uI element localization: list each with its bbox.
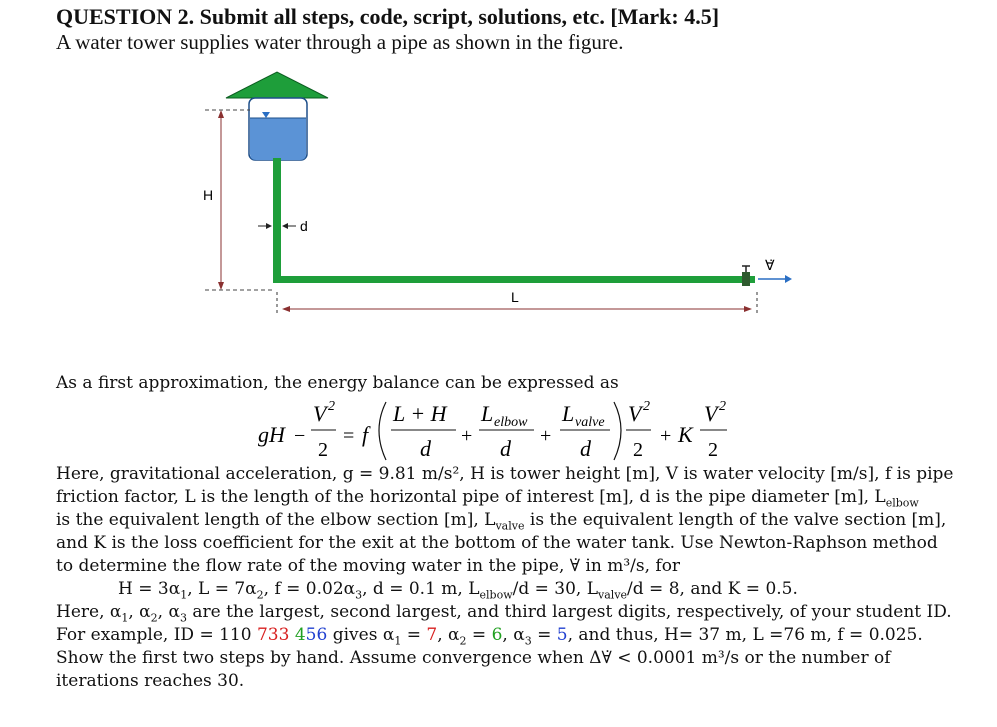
question-title: QUESTION 2. Submit all steps, code, script, solutions, etc. [Mark: 4.5]: [56, 4, 720, 29]
given-s1: 1: [180, 588, 188, 602]
eq-two3: 2: [708, 439, 718, 461]
ex-red-digits: 733: [256, 625, 290, 645]
here-part4: are the largest, second largest, and third largest digits, respectively, of your student ID.: [186, 602, 952, 622]
eq-K: K: [678, 422, 693, 447]
eq-sq1: 2: [328, 399, 335, 414]
here-s2: 2: [150, 611, 158, 625]
label-H: H: [203, 187, 214, 203]
question-intro: A water tower supplies water through a pipe as shown in the figure.: [56, 30, 624, 54]
eq-gH: gH: [258, 422, 285, 447]
label-L: L: [511, 289, 519, 305]
ex-part4: , α: [437, 625, 460, 645]
given-part3: , f = 0.02α: [263, 579, 356, 599]
eq-two1: 2: [318, 439, 328, 461]
eq-plus2: +: [540, 425, 552, 447]
label-flow: ∀̇: [765, 257, 775, 273]
here-s1: 1: [121, 611, 129, 625]
eq-sq2: 2: [643, 399, 650, 414]
given-part2: , L = 7α: [187, 579, 257, 599]
given-part6: /d = 8, and K = 0.5.: [627, 579, 798, 599]
ex-s3: 3: [524, 634, 532, 648]
body-line-1: Here, gravitational acceleration, g = 9.81 m/s², H is tower height [m], V is water velocity [m/s], f is pipe: [56, 464, 954, 484]
given-part4: , d = 0.1 m, L: [362, 579, 480, 599]
energy-balance-intro: As a first approximation, the energy balance can be expressed as: [56, 373, 619, 393]
ex-s2: 2: [459, 634, 467, 648]
here-part1: Here, α: [56, 602, 122, 622]
last-line-2: iterations reaches 30.: [56, 671, 245, 691]
ex-part8: , and thus, H= 37 m, L =76 m, f = 0.025.: [567, 625, 923, 645]
eq-V-num3: V: [704, 401, 718, 426]
body-line-3: [56, 510, 946, 532]
body-line-4: and K is the loss coefficient for the exit at the bottom of the water tank. Use Newton-Raphson method: [56, 533, 938, 553]
ex-v3: 5: [556, 625, 568, 645]
given-elbow: elbow: [479, 588, 513, 602]
here-part3: , α: [157, 602, 180, 622]
given-part1: H = 3α: [118, 579, 181, 599]
ex-part7: =: [531, 625, 557, 645]
eq-elbow-sub: elbow: [494, 415, 528, 430]
ex-part2: gives α: [327, 625, 395, 645]
eq-d2: d: [500, 436, 511, 461]
body-line-2-text: friction factor, L is the length of the horizontal pipe of interest [m], d is the pipe diameter [m], L: [56, 487, 886, 507]
ex-green-digit: 4: [294, 625, 306, 645]
eq-plus3: +: [660, 425, 672, 447]
ex-s1: 1: [394, 634, 402, 648]
eq-d1: d: [420, 436, 431, 461]
body-line-2: [56, 487, 919, 509]
ex-v1: 7: [426, 625, 438, 645]
given-s3: 3: [355, 588, 363, 602]
eq-valve-sub: valve: [575, 415, 605, 430]
eq-d3: d: [580, 436, 591, 461]
ex-part6: , α: [502, 625, 525, 645]
eq-Lvalve: L: [562, 401, 575, 426]
body-line-3-sub: valve: [495, 519, 525, 533]
eq-two2: 2: [633, 439, 643, 461]
body-line-2-sub: elbow: [885, 496, 919, 510]
ex-part1: For example, ID = 110: [56, 625, 257, 645]
eq-sq3: 2: [719, 399, 726, 414]
eq-V-num2: V: [628, 401, 642, 426]
last-line-1: Show the first two steps by hand. Assume convergence when Δ∀̇ < 0.0001 m³/s or the number of: [56, 648, 891, 668]
given-s2: 2: [256, 588, 264, 602]
here-line: [56, 602, 952, 624]
eq-plus1: +: [461, 425, 473, 447]
given-valve: valve: [598, 588, 628, 602]
ex-blue-digits: 56: [305, 625, 328, 645]
given-part5: /d = 30, L: [512, 579, 599, 599]
ex-part3: =: [401, 625, 427, 645]
here-s3: 3: [179, 611, 187, 625]
here-part2: , α: [128, 602, 151, 622]
body-line-5: to determine the flow rate of the moving water in the pipe, ∀̇ in m³/s, for: [56, 556, 681, 576]
ex-v2: 6: [491, 625, 503, 645]
eq-Lelbow: L: [481, 401, 494, 426]
eq-minus: −: [294, 425, 306, 447]
given-values-line: [118, 579, 798, 601]
eq-V-num1: V: [313, 401, 327, 426]
eq-equals: =: [343, 425, 355, 447]
body-line-3-rest: is the equivalent length of the valve section [m],: [524, 510, 947, 530]
label-d: d: [300, 218, 308, 234]
body-line-3-text: is the equivalent length of the elbow section [m], L: [56, 510, 496, 530]
ex-part5: =: [466, 625, 492, 645]
example-line: [56, 625, 923, 647]
eq-LplusH: L + H: [393, 401, 447, 426]
eq-f: f: [362, 422, 369, 447]
